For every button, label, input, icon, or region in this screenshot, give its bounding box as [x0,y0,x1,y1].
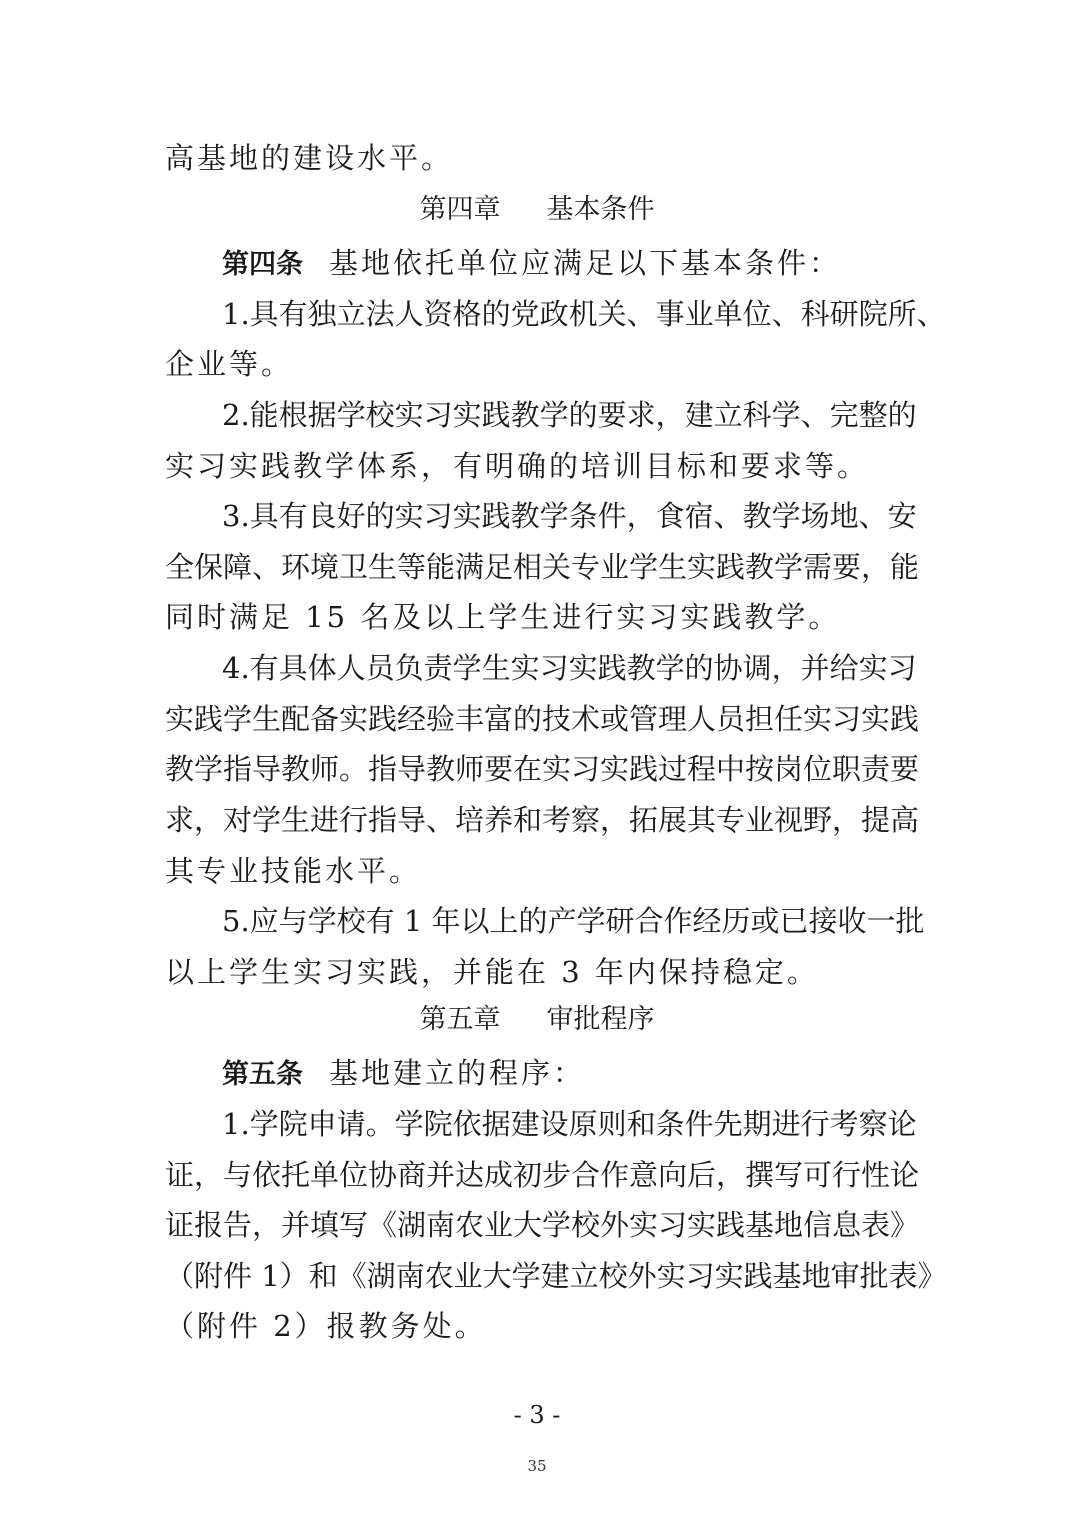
article-text: 基地建立的程序： [329,1056,586,1090]
paragraph-line: 教学指导教师。指导教师要在实习实践过程中按岗位职责要 [165,752,920,786]
article-line [222,243,910,285]
paragraph-line: 同时满足 15 名及以上学生进行实习实践教学。 [165,600,841,634]
paragraph-line: 3.具有良好的实习实践教学条件，食宿、教学场地、安 [222,499,917,533]
paragraph-line: 实习实践教学体系，有明确的培训目标和要求等。 [165,449,870,483]
paragraph-line: 高基地的建设水平。 [165,141,454,175]
chapter-number: 第四章 [419,194,501,225]
article-label: 第四条 [222,249,303,280]
paragraph-line: 1.学院申请。学院依据建设原则和条件先期进行考察论 [222,1107,917,1141]
chapter-number: 第五章 [419,1004,501,1035]
paragraph-line: 5.应与学校有 1 年以上的产学研合作经历或已接收一批 [222,904,925,938]
article-label: 第五条 [222,1059,303,1090]
paragraph-line: 求，对学生进行指导、培养和考察，拓展其专业视野，提高 [165,803,920,837]
paragraph-line: 2.能根据学校实习实践教学的要求，建立科学、完整的 [222,398,917,432]
page-number: - 3 - [513,1401,561,1429]
chapter-heading [0,190,1074,230]
chapter-title: 审批程序 [546,1004,655,1035]
paragraph-line: （附件 2）报教务处。 [165,1309,487,1343]
sheet-number: 35 [527,1457,547,1475]
article-text: 基地依托单位应满足以下基本条件： [329,246,842,280]
paragraph-line: 1.具有独立法人资格的党政机关、事业单位、科研院所、 [222,297,946,331]
paragraph-line: 证报告，并填写《湖南农业大学校外实习实践基地信息表》 [165,1208,920,1242]
paragraph-line: 企业等。 [165,347,294,381]
paragraph-line: 以上学生实习实践，并能在 3 年内保持稳定。 [165,955,819,989]
article-line [222,1053,910,1095]
paragraph-line: 证，与依托单位协商并达成初步合作意向后，撰写可行性论 [165,1158,920,1192]
paragraph-line: （附件 1）和《湖南农业大学建立校外实习实践基地审批表》 [165,1259,947,1293]
chapter-title: 基本条件 [546,194,655,225]
paragraph-line: 全保障、环境卫生等能满足相关专业学生实践教学需要，能 [165,550,920,584]
paragraph-line: 实践学生配备实践经验丰富的技术或管理人员担任实习实践 [165,702,920,736]
chapter-heading [0,1000,1074,1040]
paragraph-line: 4.有具体人员负责学生实习实践教学的协调，并给实习 [222,651,917,685]
paragraph-line: 其专业技能水平。 [165,854,422,888]
